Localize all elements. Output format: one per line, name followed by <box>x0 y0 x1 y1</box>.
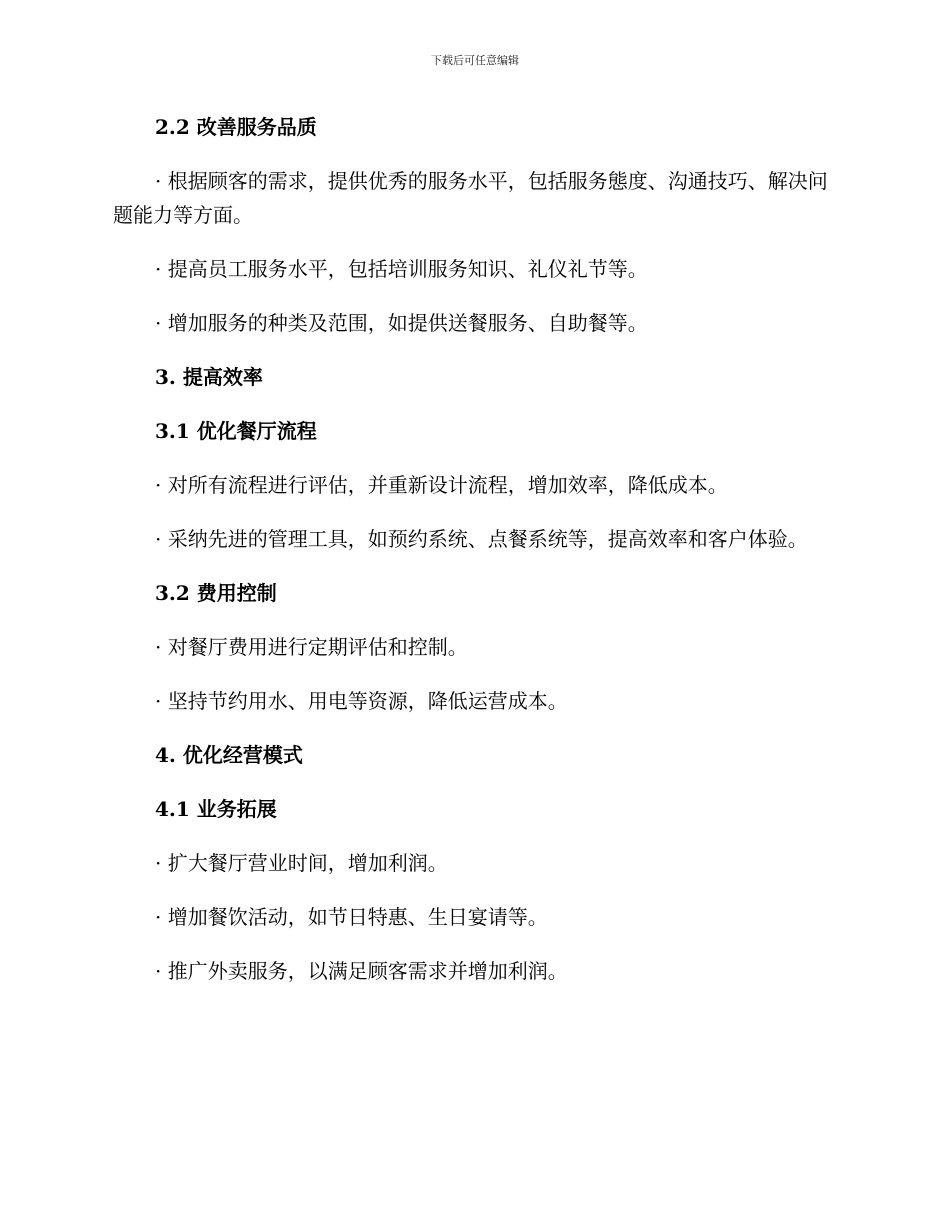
bullet-paragraph: · 采纳先进的管理工具，如预约系统、点餐系统等，提高效率和客户体验。 <box>155 527 808 551</box>
document-body <box>113 110 828 1008</box>
bullet-paragraph: · 对所有流程进行评估，并重新设计流程，增加效率，降低成本。 <box>155 473 728 497</box>
section-heading-3-2: 3.2 费用控制 <box>155 581 277 605</box>
bullet-paragraph: · 根据顾客的需求，提供优秀的服务水平，包括服务態度、沟通技巧、解决问题能力等方面。 <box>113 169 828 227</box>
bullet-paragraph: · 推广外卖服务，以满足顾客需求并增加利润。 <box>155 959 568 983</box>
bullet-paragraph: · 增加服务的种类及范围，如提供送餐服务、自助餐等。 <box>155 311 648 335</box>
section-heading-4: 4. 优化经营模式 <box>155 743 303 767</box>
section-heading-2-2: 2.2 改善服务品质 <box>155 115 317 139</box>
page-header: 下载后可任意编辑 <box>431 54 519 67</box>
bullet-paragraph: · 坚持节约用水、用电等资源，降低运营成本。 <box>155 689 568 713</box>
section-heading-3: 3. 提高效率 <box>155 365 263 389</box>
bullet-paragraph: · 对餐厅费用进行定期评估和控制。 <box>155 635 468 659</box>
section-heading-3-1: 3.1 优化餐厅流程 <box>155 419 317 443</box>
bullet-paragraph: · 扩大餐厅营业时间，增加利润。 <box>155 851 448 875</box>
bullet-paragraph: · 增加餐饮活动，如节日特惠、生日宴请等。 <box>155 905 548 929</box>
bullet-paragraph: · 提高员工服务水平，包括培训服务知识、礼仪礼节等。 <box>155 257 648 281</box>
section-heading-4-1: 4.1 业务拓展 <box>155 797 277 821</box>
